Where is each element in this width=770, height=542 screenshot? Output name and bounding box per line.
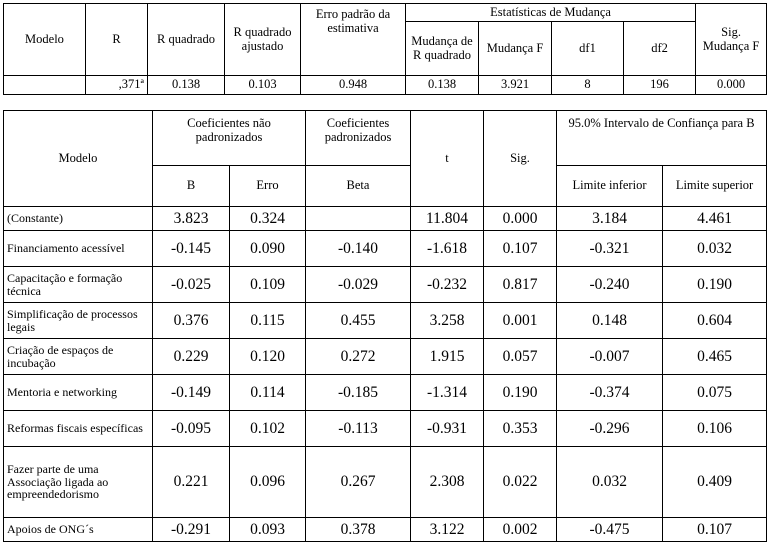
cell-t: 3.122 (411, 518, 484, 542)
cell-beta: 0.378 (306, 518, 411, 542)
cell-beta: -0.185 (306, 375, 411, 411)
coef-header-intervalo-confianca: 95.0% Intervalo de Confiança para B (557, 111, 767, 166)
cell-b: -0.291 (153, 518, 230, 542)
value-r-quadrado-ajustado: 0.103 (225, 76, 301, 95)
header-df1: df1 (552, 22, 624, 76)
cell-t: -0.931 (411, 411, 484, 447)
cell-limite-inferior: -0.240 (557, 267, 663, 303)
row-label: Simplificação de processos legais (4, 303, 153, 339)
table-row (4, 447, 767, 518)
table-row (4, 207, 767, 231)
cell-t: 1.915 (411, 339, 484, 375)
cell-erro: 0.324 (230, 207, 306, 231)
coefficients-table (3, 110, 767, 542)
cell-beta: 0.267 (306, 447, 411, 518)
row-label: Mentoria e networking (4, 375, 153, 411)
coef-header-limite-inferior: Limite inferior (557, 166, 663, 207)
cell-t: 2.308 (411, 447, 484, 518)
cell-limite-inferior: -0.475 (557, 518, 663, 542)
cell-limite-superior: 4.461 (663, 207, 767, 231)
coef-header-erro: Erro (230, 166, 306, 207)
table-row (4, 411, 767, 447)
cell-limite-superior: 0.190 (663, 267, 767, 303)
cell-limite-inferior: -0.374 (557, 375, 663, 411)
header-estatisticas-mudanca: Estatísticas de Mudança (406, 4, 696, 22)
coef-header-modelo: Modelo (4, 111, 153, 207)
cell-limite-inferior: -0.321 (557, 231, 663, 267)
cell-sig: 0.000 (484, 207, 557, 231)
coef-header-nao-padronizados: Coeficientes não padronizados (153, 111, 306, 166)
cell-t: -1.314 (411, 375, 484, 411)
cell-erro: 0.102 (230, 411, 306, 447)
table-row (4, 375, 767, 411)
cell-erro: 0.093 (230, 518, 306, 542)
header-mudanca-f: Mudança F (479, 22, 552, 76)
row-label: Financiamento acessível (4, 231, 153, 267)
row-label: (Constante) (4, 207, 153, 231)
value-sig-mudanca-f: 0.000 (696, 76, 767, 95)
value-df1: 8 (552, 76, 624, 95)
cell-b: -0.025 (153, 267, 230, 303)
cell-b: 3.823 (153, 207, 230, 231)
table-row (4, 231, 767, 267)
cell-erro: 0.120 (230, 339, 306, 375)
cell-limite-inferior: 0.032 (557, 447, 663, 518)
cell-t: -1.618 (411, 231, 484, 267)
cell-sig: 0.353 (484, 411, 557, 447)
header-modelo: Modelo (4, 4, 86, 76)
header-erro-padrao: Erro padrão da estimativa (301, 4, 406, 76)
cell-erro: 0.109 (230, 267, 306, 303)
header-df2: df2 (624, 22, 696, 76)
coef-header-padronizados: Coeficientes padronizados (306, 111, 411, 166)
header-r-quadrado: R quadrado (148, 4, 225, 76)
cell-beta: 0.455 (306, 303, 411, 339)
cell-limite-inferior: -0.296 (557, 411, 663, 447)
value-mudanca-f: 3.921 (479, 76, 552, 95)
cell-limite-superior: 0.075 (663, 375, 767, 411)
coef-header-limite-superior: Limite superior (663, 166, 767, 207)
cell-sig: 0.057 (484, 339, 557, 375)
cell-sig: 0.190 (484, 375, 557, 411)
cell-b: 0.229 (153, 339, 230, 375)
row-label: Capacitação e formação técnica (4, 267, 153, 303)
cell-sig: 0.002 (484, 518, 557, 542)
row-label: Fazer parte de uma Associação ligada ao empreendedorismo (4, 447, 153, 518)
cell-beta: -0.140 (306, 231, 411, 267)
cell-erro: 0.114 (230, 375, 306, 411)
value-modelo (4, 76, 86, 95)
header-mudanca-r-quadrado: Mudança de R quadrado (406, 22, 479, 76)
table-row (4, 303, 767, 339)
cell-t: -0.232 (411, 267, 484, 303)
cell-sig: 0.817 (484, 267, 557, 303)
cell-b: -0.095 (153, 411, 230, 447)
value-df2: 196 (624, 76, 696, 95)
cell-t: 11.804 (411, 207, 484, 231)
cell-sig: 0.001 (484, 303, 557, 339)
table-row (4, 339, 767, 375)
header-sig-mudanca-f: Sig. Mudança F (696, 4, 767, 76)
cell-limite-superior: 0.604 (663, 303, 767, 339)
value-r: ,371ª (86, 76, 148, 95)
coef-header-b: B (153, 166, 230, 207)
cell-sig: 0.107 (484, 231, 557, 267)
model-summary-table (3, 3, 767, 95)
cell-beta: 0.272 (306, 339, 411, 375)
cell-limite-superior: 0.032 (663, 231, 767, 267)
cell-erro: 0.115 (230, 303, 306, 339)
cell-limite-inferior: 0.148 (557, 303, 663, 339)
header-r-quadrado-ajustado: R quadrado ajustado (225, 4, 301, 76)
value-mudanca-r-quadrado: 0.138 (406, 76, 479, 95)
coef-header-beta: Beta (306, 166, 411, 207)
cell-limite-inferior: -0.007 (557, 339, 663, 375)
cell-beta (306, 207, 411, 231)
cell-limite-superior: 0.106 (663, 411, 767, 447)
cell-erro: 0.096 (230, 447, 306, 518)
row-label: Apoios de ONG´s (4, 518, 153, 542)
cell-b: -0.145 (153, 231, 230, 267)
header-r: R (86, 4, 148, 76)
cell-limite-superior: 0.107 (663, 518, 767, 542)
coef-header-sig: Sig. (484, 111, 557, 207)
row-label: Reformas fiscais específicas (4, 411, 153, 447)
coef-header-t: t (411, 111, 484, 207)
cell-t: 3.258 (411, 303, 484, 339)
cell-erro: 0.090 (230, 231, 306, 267)
table-row (4, 267, 767, 303)
cell-b: -0.149 (153, 375, 230, 411)
cell-b: 0.376 (153, 303, 230, 339)
row-label: Criação de espaços de incubação (4, 339, 153, 375)
cell-b: 0.221 (153, 447, 230, 518)
cell-beta: -0.029 (306, 267, 411, 303)
cell-limite-superior: 0.409 (663, 447, 767, 518)
cell-limite-superior: 0.465 (663, 339, 767, 375)
value-erro-padrao: 0.948 (301, 76, 406, 95)
cell-sig: 0.022 (484, 447, 557, 518)
cell-beta: -0.113 (306, 411, 411, 447)
cell-limite-inferior: 3.184 (557, 207, 663, 231)
value-r-quadrado: 0.138 (148, 76, 225, 95)
